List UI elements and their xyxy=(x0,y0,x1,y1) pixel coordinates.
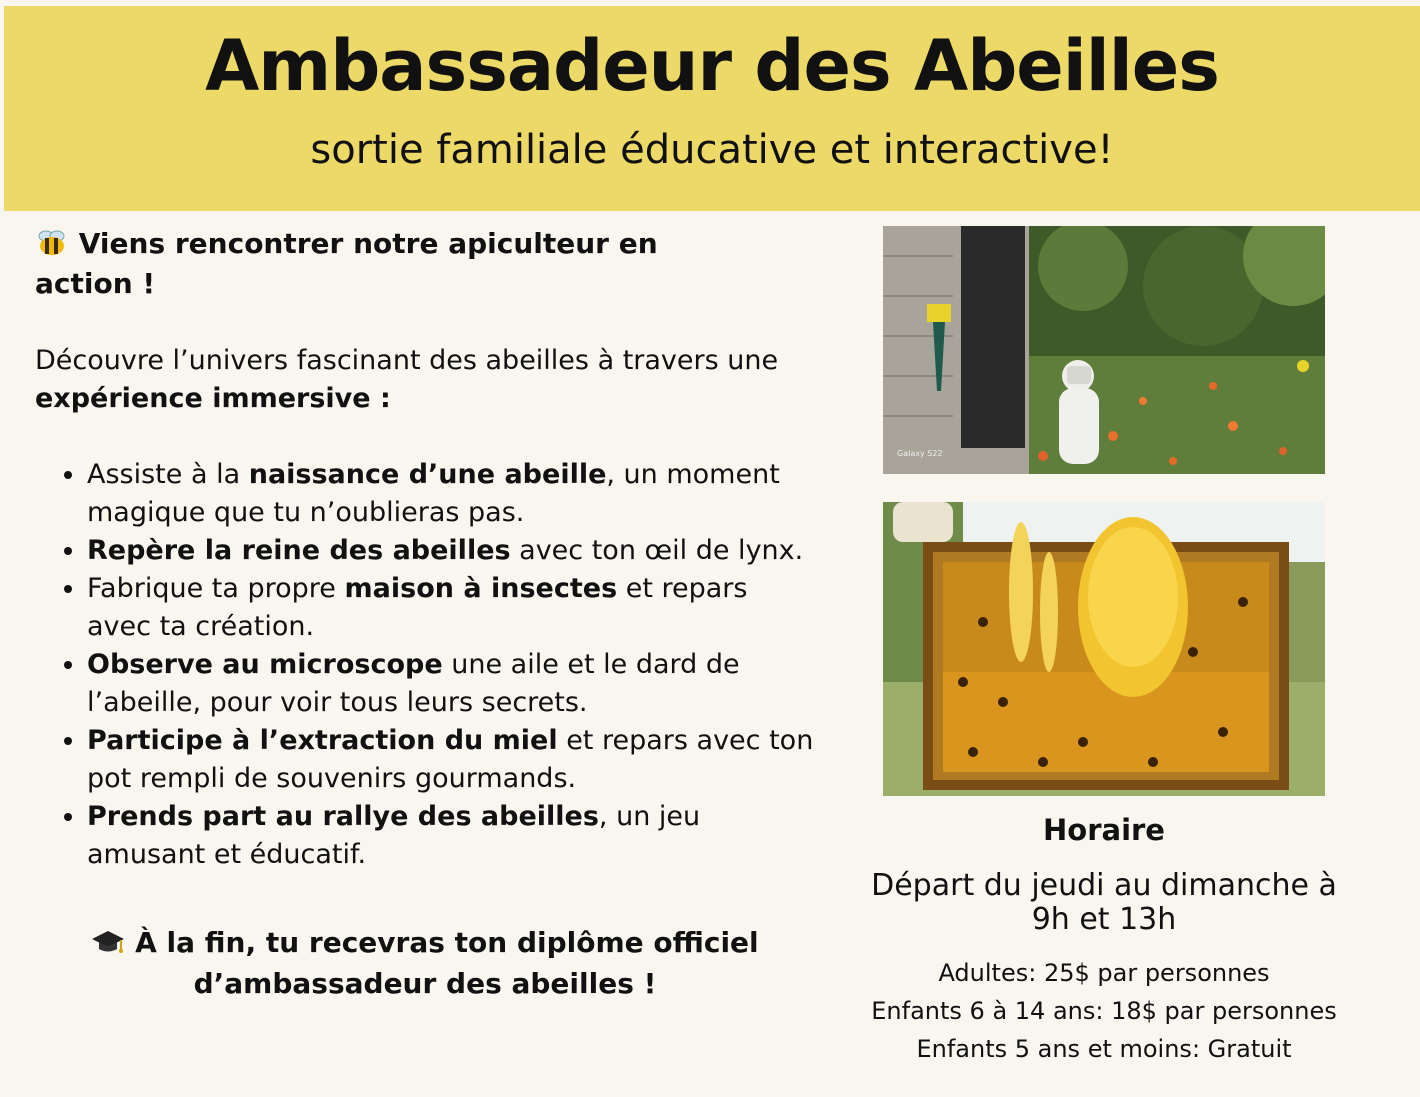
list-item-bold: naissance d’une abeille xyxy=(248,459,607,490)
list-item xyxy=(87,456,815,532)
list-item-bold: Repère la reine des abeilles xyxy=(87,535,511,566)
closing-line1: À la fin, tu recevras ton diplôme officiel xyxy=(135,926,759,959)
list-item-bold: Observe au microscope xyxy=(87,649,443,680)
list-item-text: , un moment magique que tu n’oublieras pas. xyxy=(87,459,780,528)
closing-message xyxy=(35,922,815,1004)
intro-paragraph-bold: expérience immersive : xyxy=(35,383,391,414)
list-item-text: Assiste à la xyxy=(87,459,249,490)
description-column xyxy=(35,224,815,1004)
honeycomb-frame-photo xyxy=(883,502,1325,796)
schedule-times-line2: 9h et 13h xyxy=(1031,902,1177,937)
page-title: Ambassadeur des Abeilles xyxy=(205,25,1219,107)
intro-heading-line1: Viens rencontrer notre apiculteur en xyxy=(78,227,658,260)
list-item-text: avec ton œil de lynx. xyxy=(510,535,804,566)
photo-watermark: Galaxy S22 xyxy=(897,449,943,458)
list-item xyxy=(87,722,815,798)
list-item-text: , un jeu amusant et éducatif. xyxy=(87,801,701,870)
list-item xyxy=(87,646,815,722)
price-list xyxy=(843,954,1365,1068)
schedule-times-line1: Départ du jeudi au dimanche à xyxy=(871,868,1337,903)
price-children-under-5: Enfants 5 ans et moins: Gratuit xyxy=(916,1035,1292,1063)
closing-line2: d’ambassadeur des abeilles ! xyxy=(193,967,657,1000)
list-item xyxy=(87,798,815,874)
header-banner xyxy=(4,6,1420,211)
list-item-text: et repars avec ta création. xyxy=(87,573,748,642)
page-subtitle: sortie familiale éducative et interactive! xyxy=(310,127,1114,173)
list-item-text: Fabrique ta propre xyxy=(87,573,345,604)
list-item-text: et repars avec ton pot rempli de souvenirs gourmands. xyxy=(87,725,814,794)
activity-list xyxy=(35,456,815,874)
intro-heading-line2: action ! xyxy=(35,267,156,300)
list-item-bold: maison à insectes xyxy=(344,573,618,604)
price-children-6-14: Enfants 6 à 14 ans: 18$ par personnes xyxy=(871,997,1337,1025)
honeycomb-frame-photo-image xyxy=(883,502,1325,796)
list-item-text: une aile et le dard de l’abeille, pour voir tous leurs secrets. xyxy=(87,649,740,718)
beekeeper-photo-image xyxy=(883,226,1325,474)
intro-heading xyxy=(35,224,815,304)
graduation-cap-icon xyxy=(91,928,125,956)
intro-paragraph-text: Découvre l’univers fascinant des abeilles à travers une xyxy=(35,345,779,376)
list-item-bold: Participe à l’extraction du miel xyxy=(87,725,558,756)
list-item xyxy=(87,570,815,646)
schedule-times xyxy=(843,869,1365,937)
price-adults: Adultes: 25$ par personnes xyxy=(938,959,1270,987)
schedule-title: Horaire xyxy=(1043,813,1165,847)
list-item xyxy=(87,532,815,570)
intro-paragraph xyxy=(35,342,815,418)
bee-icon xyxy=(35,229,69,257)
beekeeper-photo xyxy=(883,226,1325,474)
list-item-bold: Prends part au rallye des abeilles xyxy=(87,801,599,832)
